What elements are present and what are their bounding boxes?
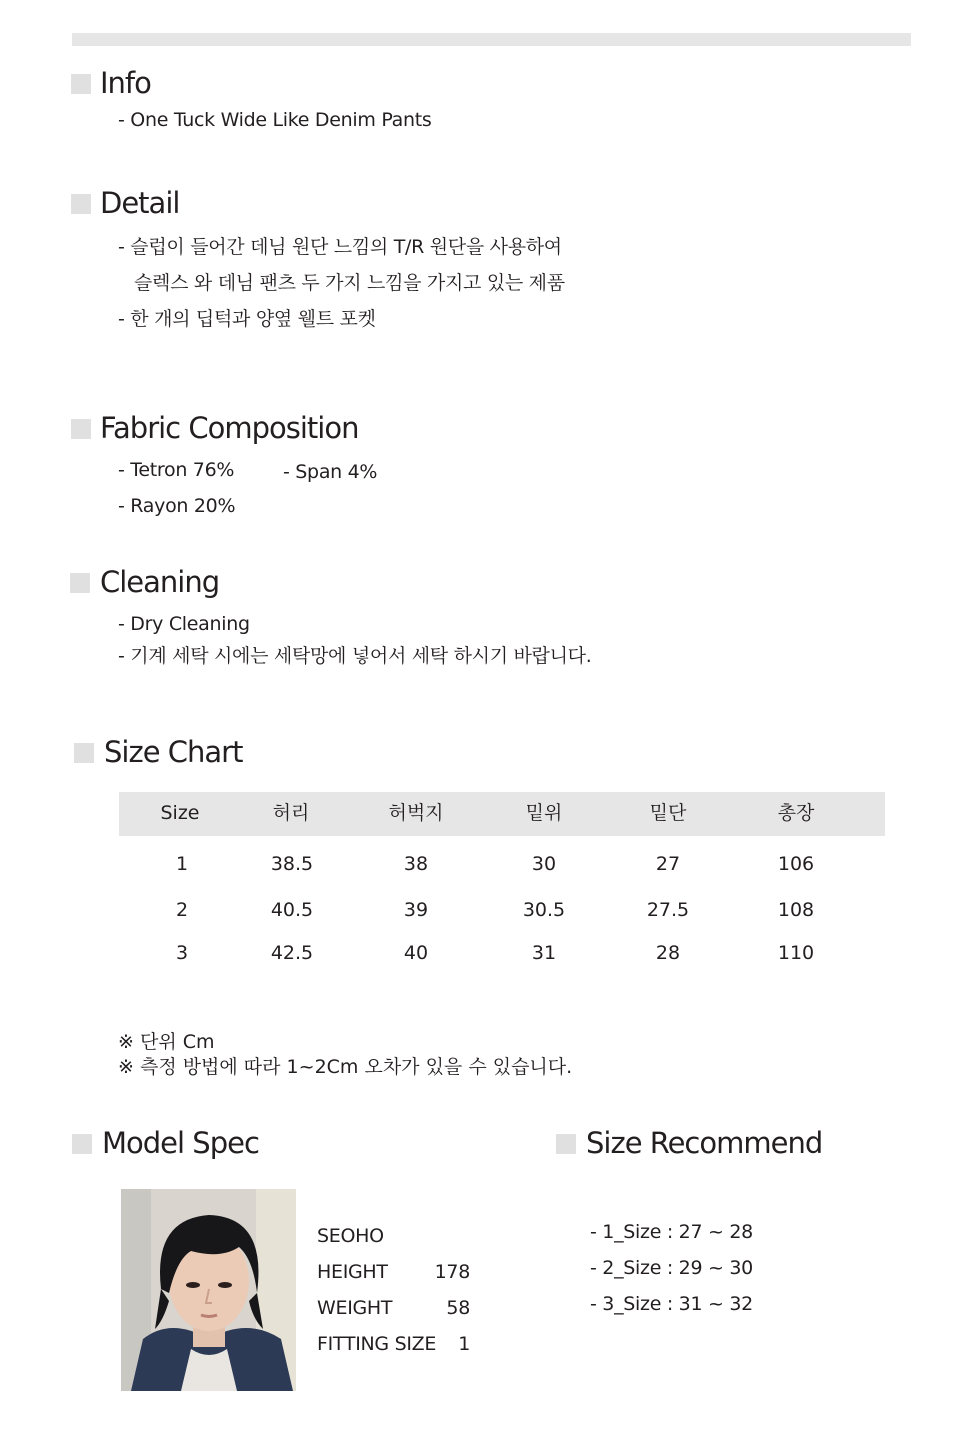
- model-spec-heading: Model Spec: [102, 1126, 259, 1160]
- table-cell: 1: [175, 853, 189, 875]
- size-chart-col-waist: 허리: [272, 802, 310, 824]
- size-chart-col-hem: 밑단: [649, 802, 687, 824]
- table-cell: 31: [531, 942, 557, 964]
- size-recommend-line-1: - 1_Size : 27 ~ 28: [590, 1221, 753, 1243]
- cleaning-line-2: - 기계 세탁 시에는 세탁망에 넣어서 세탁 하시기 바랍니다.: [118, 645, 592, 667]
- table-cell: 42.5: [270, 942, 314, 964]
- table-cell: 38: [403, 853, 429, 875]
- table-cell: 110: [777, 942, 815, 964]
- cleaning-heading-marker: [70, 573, 90, 593]
- size-chart-note-tolerance: ※ 측정 방법에 따라 1~2Cm 오차가 있을 수 있습니다.: [118, 1056, 573, 1078]
- table-cell: 30.5: [522, 899, 566, 921]
- size-recommend-heading-marker: [556, 1134, 576, 1154]
- size-chart-col-length: 총장: [777, 802, 815, 824]
- table-cell: 106: [777, 853, 815, 875]
- fabric-heading-marker: [71, 419, 91, 439]
- fabric-item-span: - Span 4%: [283, 461, 378, 483]
- model-portrait-illustration: [121, 1189, 296, 1391]
- table-cell: 27: [655, 853, 681, 875]
- cleaning-heading: Cleaning: [100, 565, 220, 599]
- model-photo: [121, 1189, 296, 1391]
- size-recommend-line-2: - 2_Size : 29 ~ 30: [590, 1257, 753, 1279]
- fabric-item-tetron: - Tetron 76%: [118, 459, 235, 481]
- size-recommend-heading: Size Recommend: [586, 1126, 823, 1160]
- size-chart-col-rise: 밑위: [525, 802, 563, 824]
- size-chart-col-size: Size: [160, 802, 200, 824]
- info-heading-marker: [71, 74, 91, 94]
- info-line: - One Tuck Wide Like Denim Pants: [118, 109, 432, 131]
- table-cell: 27.5: [646, 899, 690, 921]
- fabric-item-rayon: - Rayon 20%: [118, 495, 236, 517]
- detail-heading: Detail: [100, 186, 180, 220]
- model-spec-label-height: HEIGHT: [317, 1261, 388, 1283]
- table-cell: 108: [777, 899, 815, 921]
- model-spec-heading-marker: [72, 1134, 92, 1154]
- model-spec-label-fitting-size: FITTING SIZE: [317, 1333, 437, 1355]
- size-recommend-line-3: - 3_Size : 31 ~ 32: [590, 1293, 753, 1315]
- table-cell: 39: [403, 899, 429, 921]
- table-cell: 40.5: [270, 899, 314, 921]
- model-spec-value-weight: 58: [446, 1297, 470, 1319]
- detail-line-3: - 한 개의 딥턱과 양옆 웰트 포켓: [118, 308, 376, 330]
- table-cell: 3: [175, 942, 189, 964]
- table-cell: 28: [655, 942, 681, 964]
- table-cell: 38.5: [270, 853, 314, 875]
- model-spec-label-weight: WEIGHT: [317, 1297, 393, 1319]
- cleaning-line-1: - Dry Cleaning: [118, 613, 250, 635]
- size-chart-heading-marker: [74, 743, 94, 763]
- detail-heading-marker: [71, 194, 91, 214]
- model-spec-value-fitting-size: 1: [458, 1333, 470, 1355]
- table-cell: 30: [531, 853, 557, 875]
- top-divider-bar: [72, 33, 911, 46]
- model-spec-value-height: 178: [434, 1261, 470, 1283]
- info-heading: Info: [100, 66, 151, 100]
- table-cell: 40: [403, 942, 429, 964]
- table-cell: 2: [175, 899, 189, 921]
- size-chart-col-thigh: 허벅지: [388, 802, 444, 824]
- detail-line-2: 슬렉스 와 데님 팬츠 두 가지 느낌을 가지고 있는 제품: [134, 272, 565, 294]
- size-chart-note-unit: ※ 단위 Cm: [118, 1031, 215, 1053]
- fabric-heading: Fabric Composition: [100, 411, 359, 445]
- detail-line-1: - 슬럽이 들어간 데님 원단 느낌의 T/R 원단을 사용하여: [118, 236, 562, 258]
- model-name: SEOHO: [317, 1225, 384, 1247]
- size-chart-heading: Size Chart: [104, 735, 243, 769]
